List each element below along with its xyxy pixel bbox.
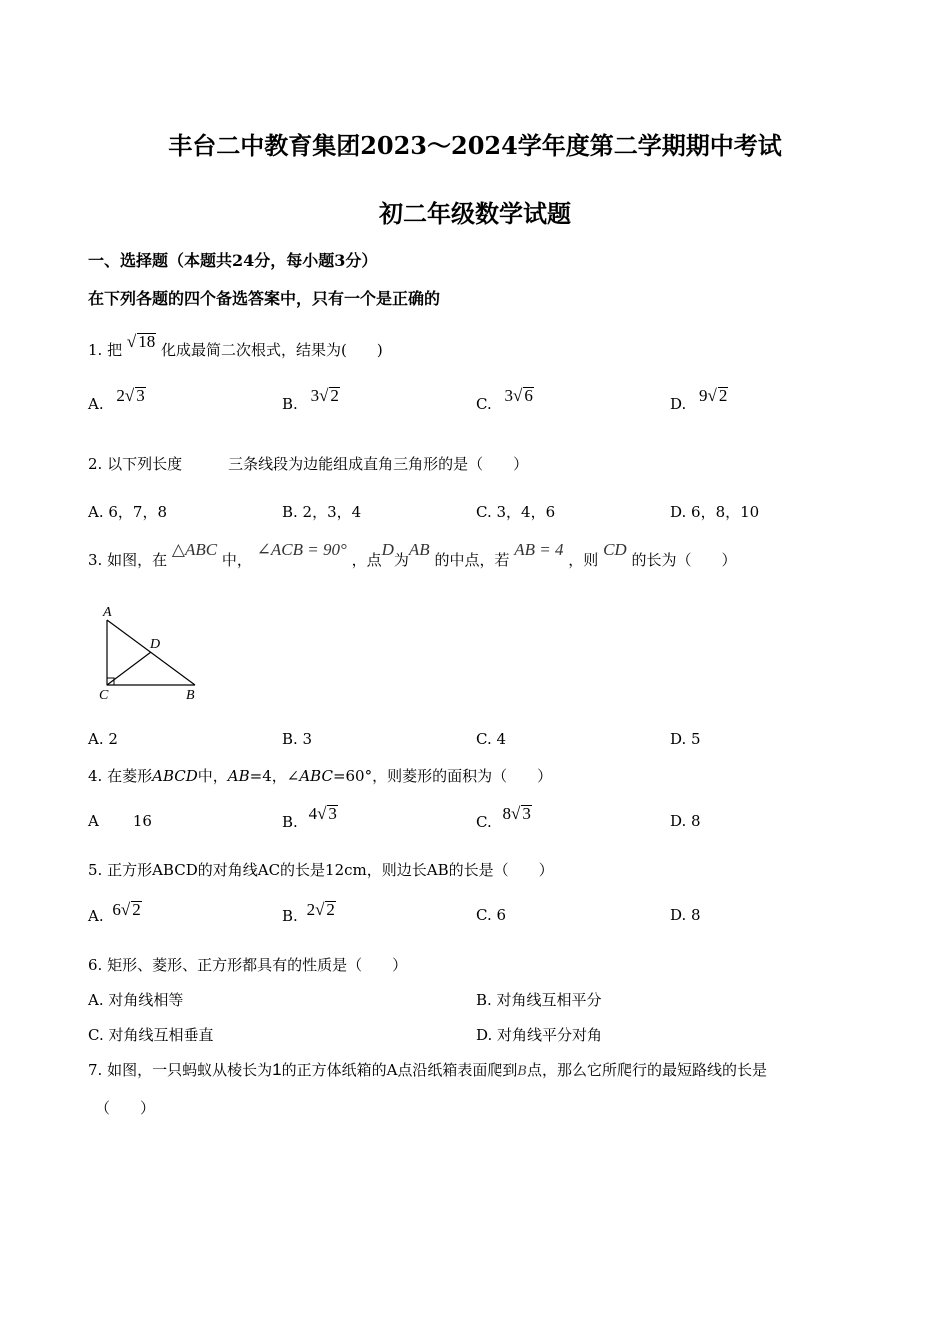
q3-option-c[interactable]: C. 4 xyxy=(476,730,507,748)
q6-option-b[interactable]: B. 对角线互相平分 xyxy=(476,991,602,1009)
q4-option-d[interactable]: D. 8 xyxy=(670,812,701,830)
q6-option-c[interactable]: C. 对角线互相垂直 xyxy=(88,1026,214,1044)
question-number: 1. xyxy=(88,341,103,359)
q5-option-c[interactable]: C. 6 xyxy=(476,906,507,924)
question-7: 7. 如图，一只蚂蚁从棱长为1的正方体纸箱的A点沿纸箱表面爬到B点，那么它所爬行的最短路线的长是 xyxy=(88,1060,767,1079)
q5-option-a[interactable]: A. 6√ 2 xyxy=(88,900,141,925)
label-a: A xyxy=(103,605,112,620)
q1-option-a[interactable]: A. 2√ 3 xyxy=(88,386,145,413)
exam-title: 丰台二中教育集团2023～2024学年度第二学期期中考试 xyxy=(168,131,782,160)
q3-option-b[interactable]: B. 3 xyxy=(282,730,313,748)
question-4: 4. 在菱形ABCD中，AB=4，∠ABC=60°，则菱形的面积为（ ） xyxy=(88,767,553,785)
label-c: C xyxy=(99,688,109,703)
q2-option-c[interactable]: C. 3，4，6 xyxy=(476,503,556,521)
q1-option-d[interactable]: D. 9√ 2 xyxy=(670,386,728,413)
label-b: B xyxy=(186,688,195,703)
question-2: 2. 以下列长度 三条线段为边能组成直角三角形的是（ ） xyxy=(88,455,529,473)
q2-option-a[interactable]: A. 6，7，8 xyxy=(88,503,167,521)
q4-option-c[interactable]: C. 8√ 3 xyxy=(476,804,531,831)
q1-option-b[interactable]: B. 3√ 2 xyxy=(282,386,339,413)
section-instruction: 在下列各题的四个备选答案中，只有一个是正确的 xyxy=(88,289,441,308)
q1-option-c[interactable]: C. 3√ 6 xyxy=(476,386,533,413)
question-6: 6. 矩形、菱形、正方形都具有的性质是（ ） xyxy=(88,956,408,974)
q6-option-d[interactable]: D. 对角线平分对角 xyxy=(476,1026,603,1044)
q3-option-d[interactable]: D. 5 xyxy=(670,730,701,748)
q2-option-b[interactable]: B. 2，3，4 xyxy=(282,503,362,521)
q4-option-b[interactable]: B. 4√ 3 xyxy=(282,804,337,831)
q3-option-a[interactable]: A. 2 xyxy=(88,730,118,748)
q4-option-a[interactable]: A 16 xyxy=(88,812,152,830)
section-heading: 一、选择题（本题共24分，每小题3分） xyxy=(88,251,378,270)
exam-subtitle: 初二年级数学试题 xyxy=(379,199,571,228)
triangle-figure xyxy=(95,600,215,705)
label-d: D xyxy=(150,637,161,652)
question-3: 3. 如图，在 △ABC 中， ∠ACB = 90° ，点D为AB 的中点，若 AB = 4 ，则 CD 的长为（ ） xyxy=(88,540,737,569)
question-7-answer-paren: （ ） xyxy=(95,1099,156,1117)
q2-option-d[interactable]: D. 6，8，10 xyxy=(670,503,760,521)
question-5: 5. 正方形ABCD的对角线AC的长是12cm，则边长AB的长是（ ） xyxy=(88,861,554,879)
q6-option-a[interactable]: A. 对角线相等 xyxy=(88,991,184,1009)
question-1: 1. 把 √ 18 化成最简二次根式，结果为( ) xyxy=(88,332,383,359)
q5-option-b[interactable]: B. 2√ 2 xyxy=(282,900,335,925)
q5-option-d[interactable]: D. 8 xyxy=(670,906,701,924)
radical-expression: √ 18 xyxy=(126,332,156,351)
